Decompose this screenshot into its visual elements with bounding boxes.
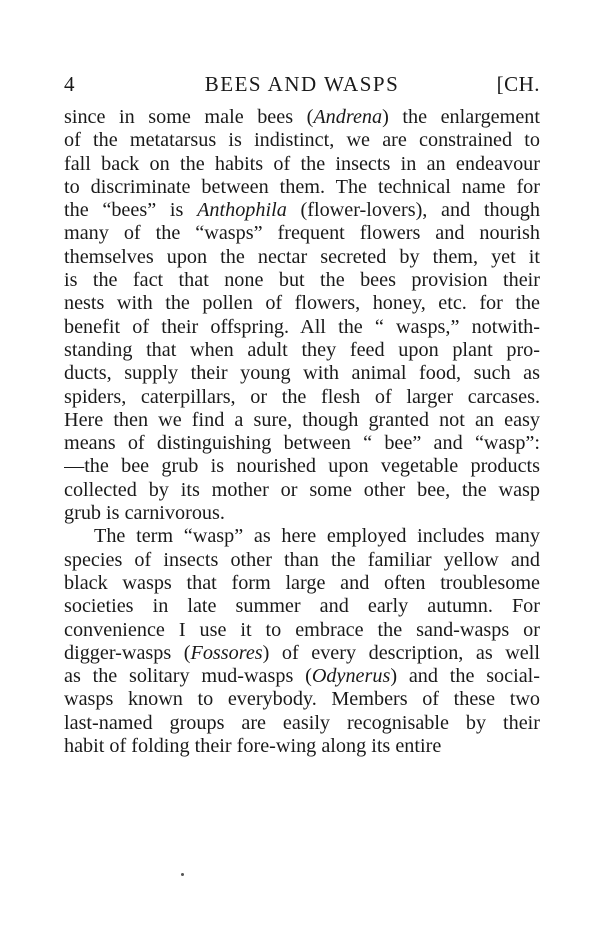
text-run: many of the “wasps” frequent flowers and nourish (64, 222, 540, 245)
text-run: societies in late summer and early autumn. For (64, 595, 540, 618)
paragraph-2 (64, 525, 540, 758)
text-run: ducts, supply their young with animal food, such as (64, 362, 540, 385)
text-line (64, 153, 540, 176)
text-line (64, 386, 540, 409)
text-run: as the solitary mud-wasps ( (64, 665, 312, 688)
text-run: of the metatarsus is indistinct, we are constrained to (64, 129, 540, 152)
italic-term: Andrena (313, 106, 383, 128)
text-line (64, 409, 540, 432)
text-run: habit of folding their fore-wing along its entire (64, 735, 442, 758)
text-line (64, 176, 540, 199)
text-run: wasps known to everybody. Members of these two (64, 688, 540, 711)
text-line (64, 129, 540, 152)
text-line (64, 339, 540, 362)
running-head (64, 72, 540, 106)
text-run: nests with the pollen of flowers, honey, etc. for the (64, 292, 540, 315)
text-run: fall back on the habits of the insects in an endeavour (64, 152, 540, 175)
text-run: species of insects other than the familiar yellow and (64, 548, 540, 571)
text-line (64, 595, 540, 618)
text-line (64, 269, 540, 292)
text-run: —the bee grub is nourished upon vegetable products (64, 455, 540, 478)
text-line (64, 549, 540, 572)
text-run: benefit of their offspring. All the “ wasps,” notwith- (64, 315, 540, 338)
text-run: means of distinguishing between “ bee” and “wasp”: (64, 432, 540, 455)
text-line (64, 292, 540, 315)
text-line (64, 642, 540, 665)
text-line (64, 572, 540, 595)
text-line (64, 735, 540, 758)
text-line (64, 246, 540, 269)
text-run: ) and the social- (390, 665, 540, 688)
text-run: to discriminate between them. The technical name for (64, 175, 540, 198)
text-run: black wasps that form large and often troublesome (64, 571, 540, 594)
text-run: ) of every description, as well (262, 641, 540, 664)
text-line (64, 222, 540, 245)
text-line (64, 199, 540, 222)
text-run: (flower-lovers), and though (286, 199, 540, 222)
text-line (64, 502, 540, 525)
text-line (64, 479, 540, 502)
text-line (64, 712, 540, 735)
text-line (64, 432, 540, 455)
text-line (64, 525, 540, 548)
italic-term: Anthophila (197, 199, 287, 222)
text-run: last-named groups are easily recognisable by their (64, 711, 540, 734)
text-line (64, 688, 540, 711)
italic-term: Odynerus (311, 665, 391, 688)
text-run: convenience I use it to embrace the sand-wasps or (64, 618, 540, 641)
text-run: the “bees” is (64, 199, 198, 222)
text-run: Here then we find a sure, though granted not an easy (64, 408, 540, 431)
page-number: 4 (64, 72, 75, 96)
text-run: standing that when adult they feed upon plant pro- (64, 338, 540, 361)
text-run: is the fact that none but the bees provision their (64, 269, 540, 292)
text-run: spiders, caterpillars, or the flesh of larger carcases. (64, 385, 540, 408)
text-line (64, 362, 540, 385)
text-line (64, 665, 540, 688)
print-speck (181, 873, 184, 876)
text-run: digger-wasps ( (64, 641, 191, 664)
text-line (64, 106, 540, 129)
text-run: grub is carnivorous. (64, 502, 225, 525)
text-run: ) the enlargement (382, 106, 540, 128)
text-run: themselves upon the nectar secreted by them, yet it (64, 245, 540, 268)
italic-term: Fossores (190, 641, 263, 664)
chapter-mark: [CH. (496, 72, 540, 96)
text-run: since in some male bees ( (64, 106, 314, 128)
text-line (64, 619, 540, 642)
text-line (64, 455, 540, 478)
text-run: The term “wasp” as here employed includes many (94, 525, 540, 548)
text-run: collected by its mother or some other bee, the wasp (64, 478, 540, 501)
paragraph-1 (64, 106, 540, 525)
text-line (64, 316, 540, 339)
running-title: BEES AND WASPS (204, 72, 400, 96)
book-page (64, 72, 540, 758)
